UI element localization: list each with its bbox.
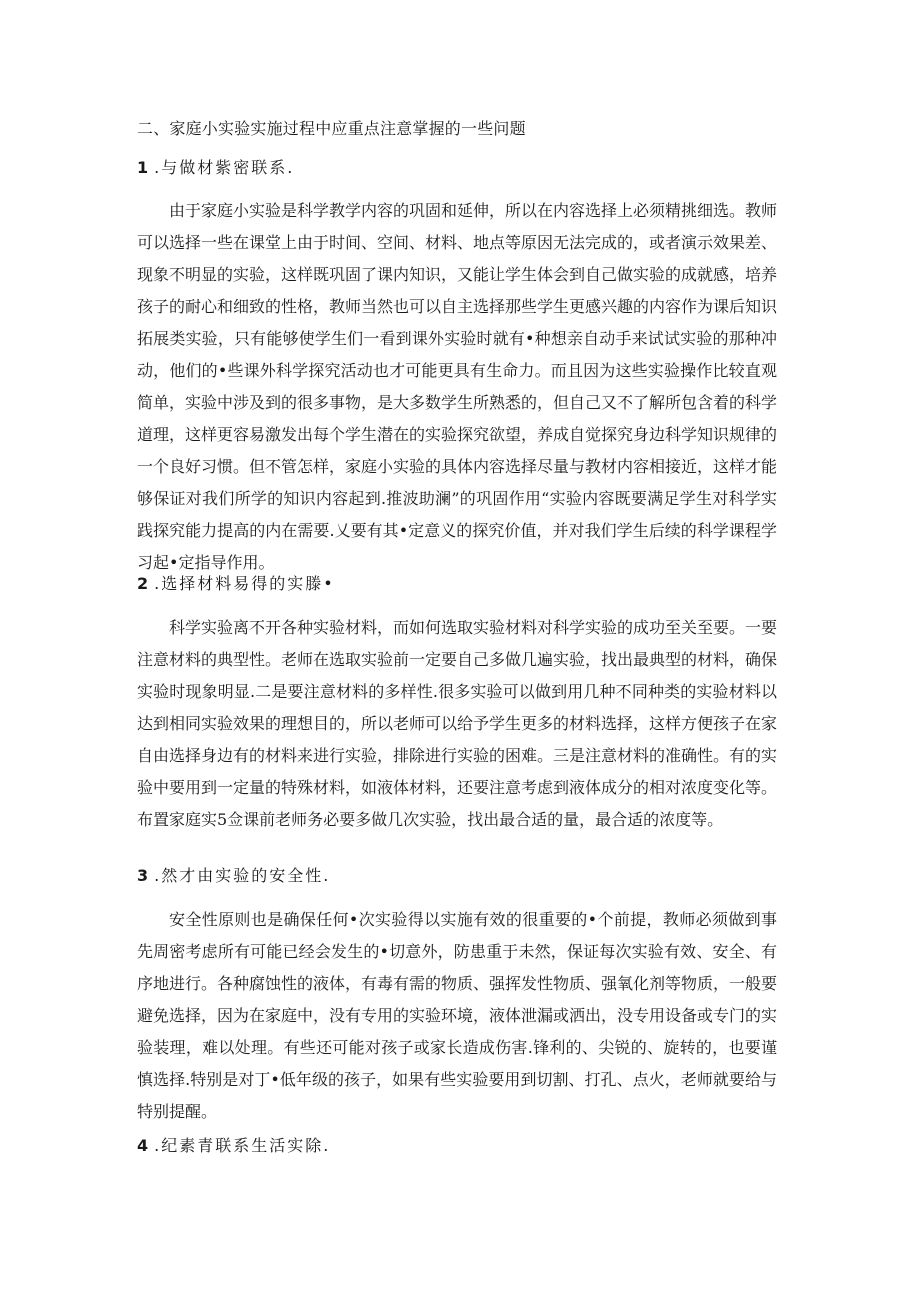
heading-2-text: .选择材料易得的实滕• bbox=[154, 574, 335, 593]
heading-4 bbox=[137, 1135, 330, 1157]
paragraph-2: 科学实验离不开各种实验材料，而如何选取实验材料对科学实验的成功至关至要。一要注意材料的典型性。老师在选取实验前一定要自己多做几遍实验，找出最典型的材料，确保实验时现象明显.二是要注意材料的多样性.很多实验可以做到用几种不同种类的实验材料以达到相同实验效果的理想目的，所以老师可以给予学生更多的材料选择，这样方便孩子在家自由选择身边有的材料来进行实验，排除进行实验的困难。三是注意材料的准确性。有的实验中要用到一定量的特殊材料，如液体材料，还要注意考虑到液体成分的相对浓度变化等。布置家庭实5佥课前老师务必要多做几次实验，找出最合适的量，最合适的浓度等。 bbox=[137, 618, 778, 829]
heading-3-text: .然才由实验的安全性. bbox=[154, 866, 331, 885]
heading-3 bbox=[137, 865, 330, 887]
heading-1-text: .与做材紫密联系. bbox=[154, 158, 295, 177]
paragraph-1: 由于家庭小实验是科学教学内容的巩固和延伸，所以在内容选择上必须精挑细选。教师可以选择一些在课堂上由于时间、空间、材料、地点等原因无法完成的，或者演示效果差、现象不明显的实验，这样既巩固了课内知识，又能让学生体会到自己做实验的成就感，培养孩子的耐心和细致的性格，教师当然也可以自主选择那些学生更感兴趣的内容作为课后知识拓展类实验，只有能够使学生们一看到课外实验时就有•种想亲自动手来试试实验的那种冲动，他们的•些课外科学探究活动也才可能更具有生命力。而且因为这些实验操作比较直观简单，实验中涉及到的很多事物，是大多数学生所熟悉的，但自己又不了解所包含着的科学道理，这样更容易激发出每个学生潜在的实验探究欲望，养成自觉探究身边科学知识规律的一个良好习惯。但不管怎样，家庭小实验的具体内容选择尽量与教材内容相接近，这样才能够保证对我们所学的知识内容起到.推波助澜”的巩固作用“实验内容既要满足学生对科学实践探究能力提高的内在需要.乂要有其•定意义的探究价值，并对我们学生后续的科学课程学习起•定指导作用。 bbox=[137, 201, 778, 572]
heading-3-number: 3 bbox=[137, 866, 149, 885]
heading-2 bbox=[137, 573, 335, 595]
section-title: 二、家庭小实验实施过程中应重点注意掌握的一些问题 bbox=[137, 119, 526, 138]
heading-1 bbox=[137, 157, 294, 179]
heading-2-number: 2 bbox=[137, 574, 149, 593]
heading-4-text: .纪素青联系生活实除. bbox=[154, 1136, 331, 1155]
heading-4-number: 4 bbox=[137, 1136, 149, 1155]
heading-1-number: 1 bbox=[137, 158, 149, 177]
paragraph-3: 安全性原则也是确保任何•次实验得以实施有效的很重要的•个前提，教师必须做到事先周密考虑所有可能已经会发生的•切意外，防患重于未然，保证每次实验有效、安全、有序地进行。各种腐蚀性的液体，有毒有需的物质、强挥发性物质、强氧化剂等物质，一般要避免选择，因为在家庭中，没有专用的实验环境，液体泄漏或洒出，没专用设备或专门的实验装理，难以处理。有些还可能对孩子或家长造成伤害.锋利的、尖锐的、旋转的，也要谨慎选择.特别是对丁•低年级的孩子，如果有些实验要用到切割、打孔、点火，老师就要给与特别提醒。 bbox=[137, 910, 778, 1121]
